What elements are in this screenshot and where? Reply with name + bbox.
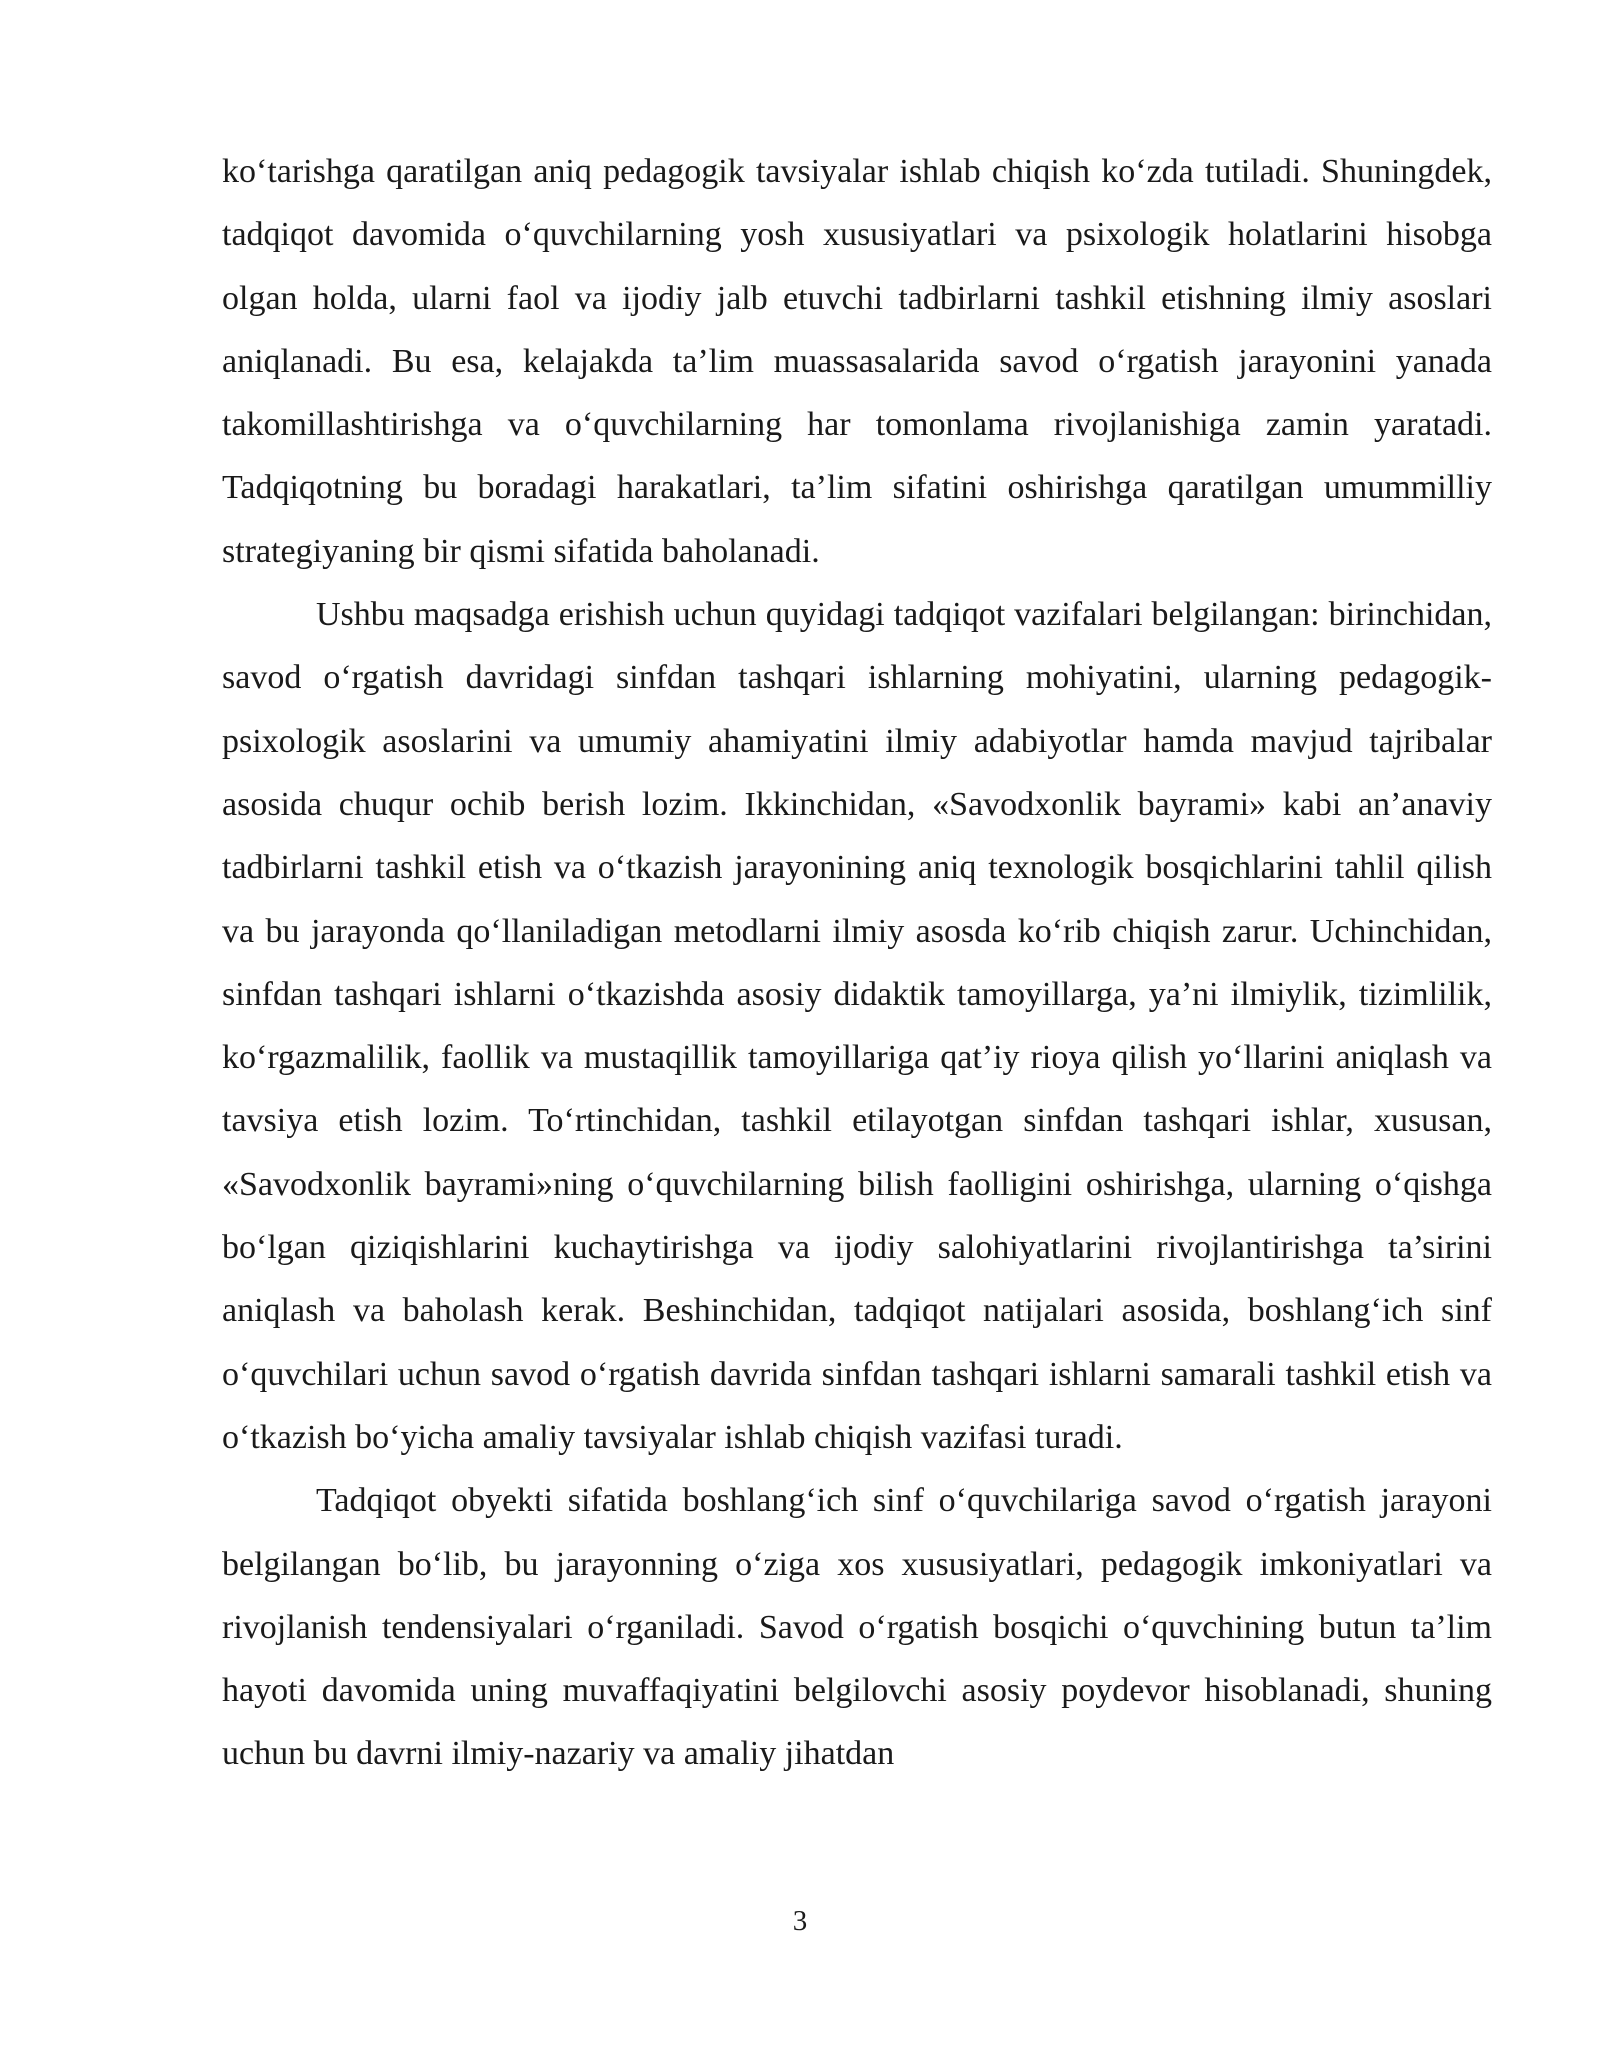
paragraph-1: ko‘tarishga qaratilgan aniq pedagogik tavsiyalar ishlab chiqish ko‘zda tutiladi. Shuningdek, tadqiqot davomida o‘quvchilarning yosh xususiyatlari va psixologik holatlarini hisobga olgan holda, ularni faol va ijodiy jalb etuvchi tadbirlarni tashkil etishning ilmiy asoslari aniqlanadi. Bu esa, kelajakda ta’lim muassasalarida savod o‘rgatish jarayonini yanada takomillashtirishga va o‘quvchilarning har tomonlama rivojlanishiga zamin yaratadi. Tadqiqotning bu boradagi harakatlari, ta’lim sifatini oshirishga qaratilgan umummilliy strategiyaning bir qismi sifatida baholanadi.: [222, 153, 1492, 570]
page-number: 3: [792, 1905, 808, 1937]
paragraph-2: Ushbu maqsadga erishish uchun quyidagi tadqiqot vazifalari belgilangan: birinchidan, savod o‘rgatish davridagi sinfdan tashqari ishlarning mohiyatini, ularning pedagogik-psixologik asoslarini va umumiy ahamiyatini ilmiy adabiyotlar hamda mavjud tajribalar asosida chuqur ochib berish lozim. Ikkinchidan, «Savodxonlik bayrami» kabi an’anaviy tadbirlarni tashkil etish va o‘tkazish jarayonining aniq texnologik bosqichlarini tahlil qilish va bu jarayonda qo‘llaniladigan metodlarni ilmiy asosda ko‘rib chiqish zarur. Uchinchidan, sinfdan tashqari ishlarni o‘tkazishda asosiy didaktik tamoyillarga, ya’ni ilmiylik, tizimlilik, ko‘rgazmalilik, faollik va mustaqillik tamoyillariga qat’iy rioya qilish yo‘llarini aniqlash va tavsiya etish lozim. To‘rtinchidan, tashkil etilayotgan sinfdan tashqari ishlar, xususan, «Savodxonlik bayrami»ning o‘quvchilarning bilish faolligini oshirishga, ularning o‘qishga bo‘lgan qiziqishlarini kuchaytirishga va ijodiy salohiyatlarini rivojlantirishga ta’sirini aniqlash va baholash kerak. Beshinchidan, tadqiqot natijalari asosida, boshlang‘ich sinf o‘quvchilari uchun savod o‘rgatish davrida sinfdan tashqari ishlarni samarali tashkil etish va o‘tkazish bo‘yicha amaliy tavsiyalar ishlab chiqish vazifasi turadi.: [222, 596, 1492, 1456]
document-body: [222, 140, 1492, 1786]
paragraph-3: Tadqiqot obyekti sifatida boshlang‘ich sinf o‘quvchilariga savod o‘rgatish jarayoni belgilangan bo‘lib, bu jarayonning o‘ziga xos xususiyatlari, pedagogik imkoniyatlari va rivojlanish tendensiyalari o‘rganiladi. Savod o‘rgatish bosqichi o‘quvchining butun ta’lim hayoti davomida uning muvaffaqiyatini belgilovchi asosiy poydevor hisoblanadi, shuning uchun bu davrni ilmiy-nazariy va amaliy jihatdan: [222, 1482, 1492, 1773]
